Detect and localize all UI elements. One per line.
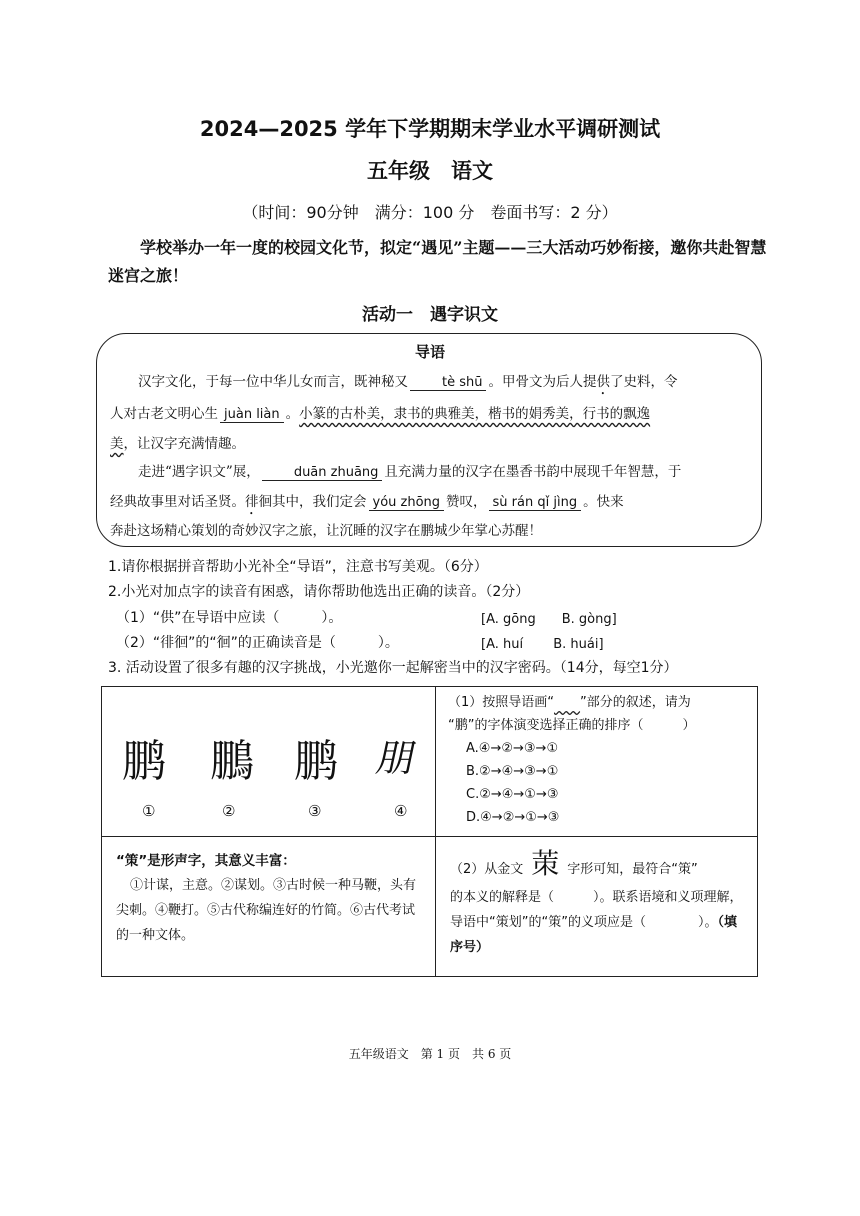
exam-meta: （时间：90分钟 满分：100 分 卷面书写：2 分） (242, 203, 618, 222)
pinyin-blank[interactable]: tè shū (410, 375, 486, 391)
exam-subtitle: 五年级 语文 (367, 159, 493, 183)
guide-text: 赞叹， (446, 494, 487, 510)
question-2-1-options: [A. gōng B. gòng] (481, 612, 617, 627)
glyph-2: 鵬 (210, 736, 254, 787)
bronze-glyph: 茦 (531, 847, 560, 880)
order-question-line-2: “鹏”的字体演变选择正确的排序（ ） (448, 718, 696, 733)
question-text: ”部分的叙述，请为 (580, 695, 691, 710)
guide-line-5 (110, 490, 750, 518)
question-2-2-options: [A. huí B. huái] (481, 637, 604, 652)
order-question-cell (436, 687, 758, 837)
glyph-1: 鹏 (122, 736, 166, 787)
ce-question-line-1 (450, 849, 749, 885)
exam-title: 2024—2025 学年下学期期末学业水平调研测试 (199, 117, 661, 141)
guide-text: 了史料，令 (609, 374, 678, 390)
question-text: 字形可知，最符合“策” (567, 862, 698, 877)
guide-text: 人对古老文明心生 (110, 406, 218, 422)
dotted-char: 供 (596, 374, 610, 390)
guide-text: 汉字文化，于每一位中华儿女而言，既神秘又 (138, 374, 408, 390)
guide-line-6: 奔赴这场精心策划的奇妙汉字之旅，让沉睡的汉字在鹏城少年掌心苏醒！ (110, 523, 542, 539)
guide-text: 经典故事里对话圣贤。 (110, 494, 245, 510)
glyph-3: 鹏 (294, 736, 338, 787)
pinyin-blank[interactable]: yóu zhōng (369, 495, 445, 511)
guide-text: 。甲骨文为后人提 (488, 374, 597, 390)
page-footer: 五年级语文 第 1 页 共 6 页 (348, 1047, 512, 1061)
ce-meaning-cell (102, 837, 436, 977)
wavy-underlined-text: 小篆的古朴美，隶书的典雅美，楷书的娟秀美，行书的飘逸 (299, 406, 651, 422)
guide-line-2 (110, 402, 750, 423)
guide-text: 徊 (258, 494, 272, 510)
option-c[interactable]: C.②→④→①→③ (466, 787, 559, 802)
ce-question-cell (436, 837, 758, 977)
intro-paragraph: 学校举办一年一度的校园文化节，拟定“遇见”主题——三大活动巧妙衔接，邀你共赴智慧迷宫之旅！ (108, 238, 767, 285)
question-text: （1）按照导语画“ (448, 695, 555, 710)
dotted-char: 徘 (245, 494, 259, 510)
glyph-cell (102, 687, 436, 837)
question-3: 3. 活动设置了很多有趣的汉字挑战，小光邀你一起解密当中的汉字密码。（14分，每空1分） (108, 660, 678, 676)
guide-text: ，让汉字充满情趣。 (123, 436, 245, 452)
activity-title: 活动一 遇字识文 (362, 305, 498, 325)
glyph-4: 朋 (372, 736, 420, 780)
guide-text: 。快来 (583, 494, 624, 510)
ce-question-line-2 (450, 885, 749, 960)
pinyin-blank[interactable]: juàn liàn (220, 407, 284, 423)
pinyin-blank[interactable]: sù rán qǐ jìng (489, 495, 582, 511)
option-b[interactable]: B.②→④→③→① (466, 764, 559, 779)
guide-text: 走进“遇字识文”展， (138, 464, 260, 480)
wavy-sample (554, 695, 580, 710)
guide-line-1 (110, 370, 750, 398)
guide-text: 且充满力量的汉字在墨香书韵中展现千年智慧，于 (384, 464, 682, 480)
challenge-table (101, 686, 758, 977)
question-2: 2.小光对加点字的读音有困惑，请你帮助他选出正确的读音。（2分） (108, 584, 530, 600)
glyph-number: ③ (308, 802, 322, 820)
guide-line-3 (110, 432, 750, 452)
question-hint: （填序号） (450, 915, 737, 955)
question-text: （2）从金文 (450, 862, 524, 877)
guide-text: 。 (285, 406, 300, 422)
guide-text: 其中，我们定会 (272, 494, 367, 510)
question-1: 1.请你根据拼音帮助小光补全“导语”，注意书写美观。（6分） (108, 559, 488, 575)
question-2-2: （2）“徘徊”的“徊”的正确读音是（ ）。 (116, 635, 399, 651)
glyph-number: ② (222, 802, 236, 820)
guide-title: 导语 (414, 343, 445, 361)
guide-line-4 (110, 460, 750, 481)
pinyin-blank[interactable]: duān zhuāng (262, 465, 383, 481)
wavy-underlined-text: 美 (110, 436, 124, 452)
option-a[interactable]: A.④→②→③→① (466, 741, 559, 756)
ce-title: “策”是形声字，其意义丰富： (116, 853, 296, 869)
order-question-line-1 (448, 691, 749, 714)
option-d[interactable]: D.④→②→①→③ (466, 810, 560, 825)
ce-meanings: ①计谋，主意。②谋划。③古时候一种马鞭，头有尖刺。④鞭打。⑤古代称编连好的竹简。⑥古代考试的一种文体。 (116, 878, 417, 943)
glyph-number: ④ (394, 802, 408, 820)
glyph-number: ① (142, 802, 156, 820)
question-text: 的本义的解释是（ ）。联系语境和义项理解，导语中“策划”的“策”的义项应是（ ）。 (450, 890, 743, 930)
question-2-1: （1）“供”在导语中应读（ ）。 (116, 610, 343, 626)
